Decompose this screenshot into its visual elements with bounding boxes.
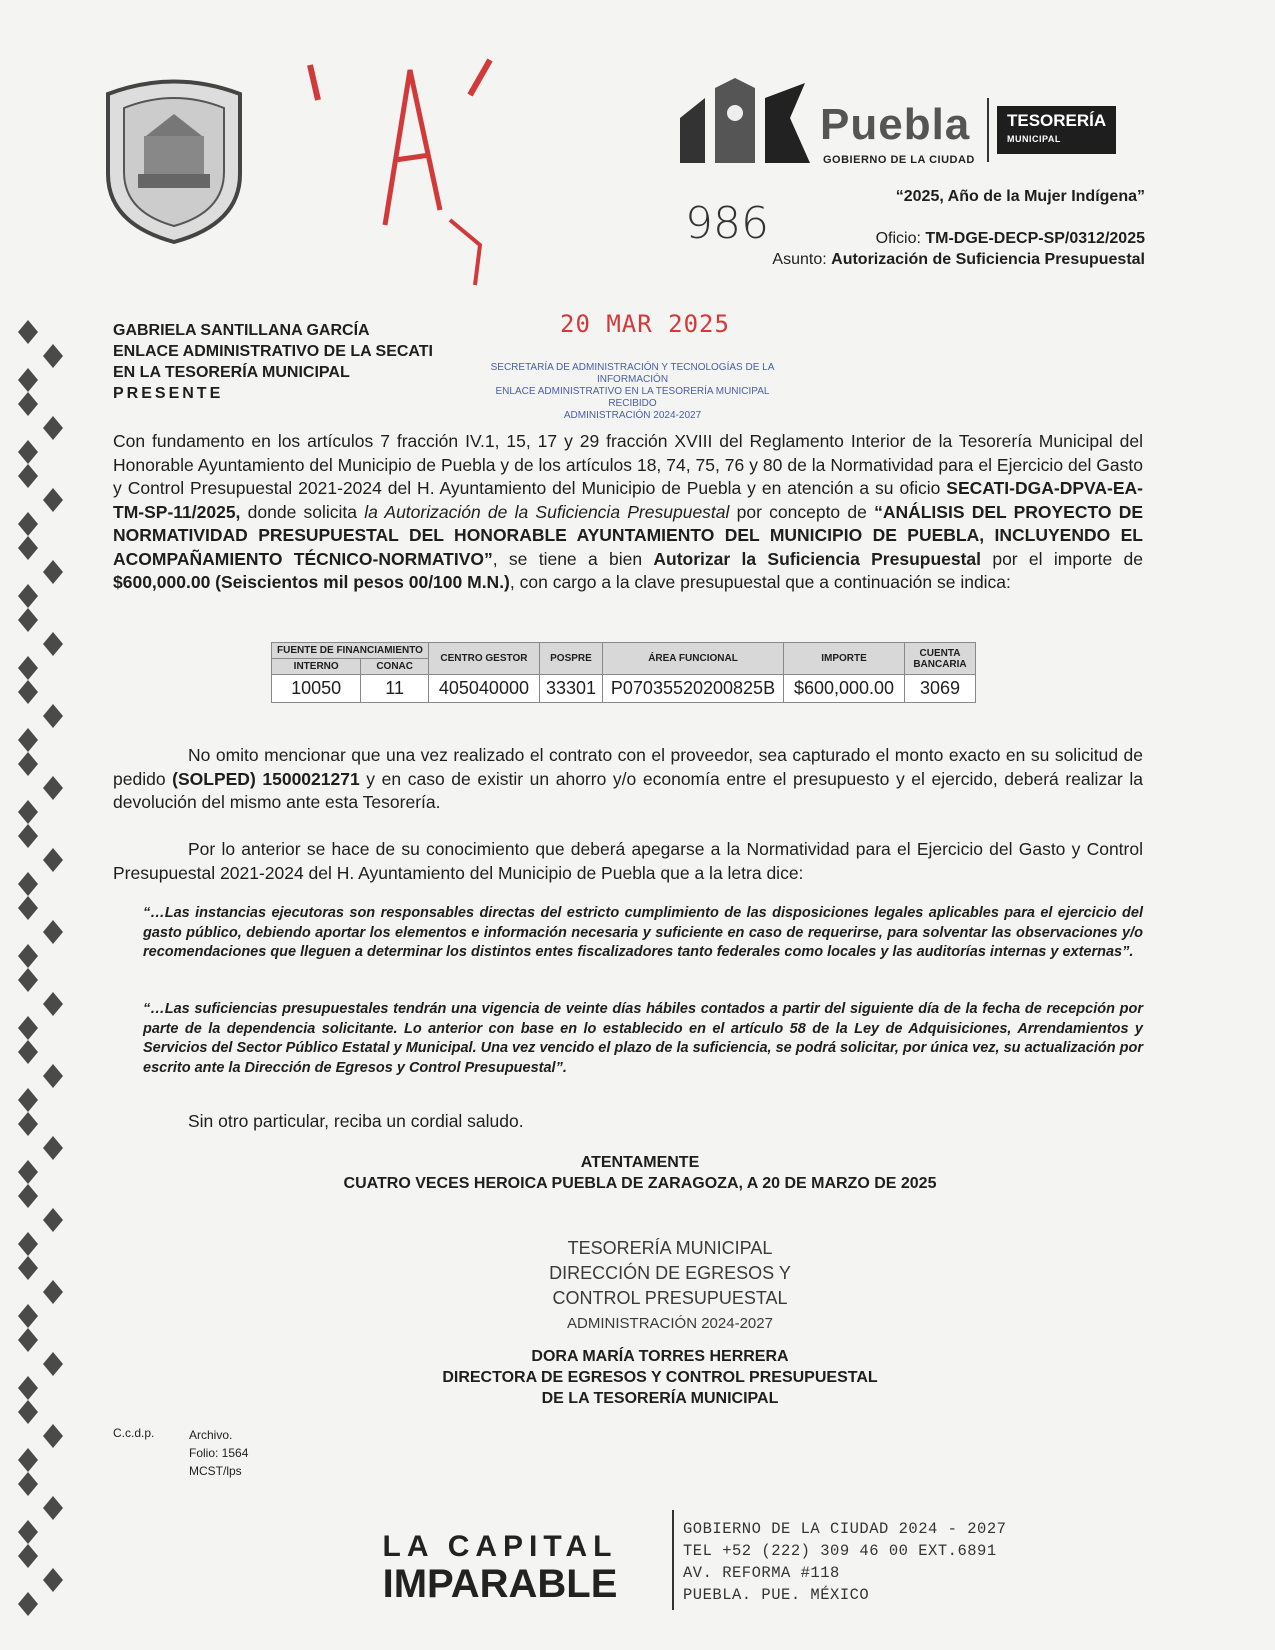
- header-fuente: FUENTE DE FINANCIAMIENTO: [272, 643, 429, 659]
- signer-dept: DE LA TESORERÍA MUNICIPAL: [541, 1390, 779, 1407]
- text-span: y en caso de existir un ahorro y/o economía entre el presupuesto y el ejercido, deberá realizar la devolución del mismo ante esta Tesorería.: [113, 768, 1143, 812]
- header-pospre: POSPRE: [539, 643, 602, 675]
- stamp-line: ADMINISTRACIÓN 2024-2027: [567, 1315, 773, 1332]
- cell-interno: 10050: [272, 675, 361, 703]
- received-line: ENLACE ADMINISTRATIVO EN LA TESORERÍA MUNICIPAL: [495, 386, 770, 397]
- received-line: RECIBIDO: [608, 398, 657, 409]
- capital-line1: LA CAPITAL: [382, 1530, 618, 1563]
- asunto-label: Asunto:: [772, 251, 827, 268]
- header-centro: CENTRO GESTOR: [428, 643, 539, 675]
- recipient-name: GABRIELA SANTILLANA GARCÍA: [113, 322, 370, 339]
- tesoreria-label: TESORERÍA: [1007, 111, 1107, 130]
- archivo-block: [189, 1426, 248, 1480]
- amount-text: $600,000.00 (Seiscientos mil pesos 00/100 M.N.): [113, 572, 510, 592]
- body-paragraph-3: Por lo anterior se hace de su conocimiento que deberá apegarse a la Normatividad para el Ejercicio del Gasto y Control Presupuestal 2021-2024 del H. Ayuntamiento del Municipio de Puebla que a la letra dice:: [113, 839, 1143, 883]
- header-cuenta: CUENTA BANCARIA: [905, 643, 976, 675]
- logo-divider: [987, 98, 989, 162]
- logo-subtitle: GOBIERNO DE LA CIUDAD: [823, 154, 975, 166]
- signature-stamp: [545, 1236, 795, 1336]
- text-span: , con cargo a la clave presupuestal que a continuación se indica:: [509, 572, 1011, 592]
- received-line: INFORMACIÓN: [596, 374, 669, 385]
- cell-area: P07035520200825B: [603, 675, 784, 703]
- footer-info: [683, 1518, 1006, 1606]
- signer-title: DIRECTORA DE EGRESOS Y CONTROL PRESUPUESTAL: [442, 1369, 878, 1386]
- budget-table: [271, 642, 976, 703]
- body-paragraph-1: [113, 430, 1143, 595]
- footer-line: PUEBLA. PUE. MÉXICO: [683, 1586, 870, 1604]
- footer-divider: [672, 1510, 674, 1610]
- footer-line: GOBIERNO DE LA CIUDAD 2024 - 2027: [683, 1520, 1007, 1538]
- body-paragraph-2: [113, 744, 1143, 815]
- folio-label: Folio: 1564: [189, 1446, 249, 1460]
- stamp-line: CONTROL PRESUPUESTAL: [552, 1288, 788, 1308]
- quote-1: “…Las instancias ejecutoras son responsables directas del estricto cumplimiento de las disposiciones legales aplicables para el ejercicio del gasto público, debiendo aportar los elementos e información necesaria y suficiente en caso de requerirse, para solventar las observaciones y/o recomendaciones que lleguen a determinar los distintos entes fiscalizadores tanto federales como locales y las auditorías internas y externas”.: [143, 905, 1143, 960]
- initials-label: MCST/lps: [189, 1464, 242, 1478]
- recipient-presente: PRESENTE: [113, 385, 224, 402]
- asunto-text: Autorización de Suficiencia Presupuestal: [831, 251, 1145, 268]
- received-stamp: [465, 362, 800, 422]
- text-span: Con fundamento en los artículos 7 fracción IV.1, 15, 17 y 29 fracción XVIII del Reglamento Interior de la Tesorería Municipal del Honorable Ayuntamiento del Municipio de Puebla y de los artículos 18, 74, 75, 76 y 80 de la Normatividad para el Ejercicio del Gasto y Control Presupuestal 2021-2024 del H. Ayuntamiento del Municipio de Puebla y en atención a su oficio: [113, 431, 1143, 498]
- text-span: por el importe de: [981, 548, 1143, 569]
- city-seal-icon: [98, 74, 250, 244]
- date-stamp: 20 MAR 2025: [560, 310, 730, 338]
- stamp-line: DIRECCIÓN DE EGRESOS Y: [549, 1263, 791, 1283]
- text-span: donde solicita: [240, 501, 365, 522]
- footer-line: TEL +52 (222) 309 46 00 EXT.6891: [683, 1542, 997, 1560]
- cell-cuenta: 3069: [905, 675, 976, 703]
- received-line: SECRETARÍA DE ADMINISTRACIÓN Y TECNOLOGÍAS DE LA: [490, 362, 775, 373]
- oficio-label: Oficio:: [875, 230, 921, 247]
- concept-text: “ANÁLISIS DEL PROYECTO DE NORMATIVIDAD PRESUPUESTAL DEL HONORABLE AYUNTAMIENTO DEL MUNICIPIO DE PUEBLA, INCLUYENDO EL ACOMPAÑAMIENTO TÉCNICO-NORMATIVO”: [113, 501, 1144, 569]
- authorization-text: Autorizar la Suficiencia Presupuestal: [653, 548, 982, 569]
- quote-2: “…Las suficiencias presupuestales tendrán una vigencia de veinte días hábiles contados a partir del siguiente día de la fecha de recepción por parte de la dependencia solicitante. Lo anterior con base en lo establecido en el artículo 58 de la Ley de Adquisiciones, Arrendamientos y Servicios del Sector Público Estatal y Municipal. Una vez vencido el plazo de la suficiencia, se podrá solicitar, por única vez, su actualización por escrito ante la Dirección de Egresos y Control Presupuestal”.: [143, 1001, 1144, 1076]
- place-date: CUATRO VECES HEROICA PUEBLA DE ZARAGOZA, A 20 DE MARZO DE 2025: [343, 1175, 937, 1192]
- tesoreria-badge: [997, 106, 1116, 154]
- table-row: [272, 675, 976, 703]
- solped-number: (SOLPED) 1500021271: [172, 768, 360, 789]
- header-importe: IMPORTE: [784, 643, 905, 675]
- closing-block: [300, 1152, 980, 1194]
- received-line: ADMINISTRACIÓN 2024-2027: [563, 410, 702, 421]
- stamp-line: TESORERÍA MUNICIPAL: [567, 1238, 773, 1258]
- text-italic: la Autorización de la Suficiencia Presupuestal: [364, 501, 730, 522]
- atentamente: ATENTAMENTE: [580, 1154, 700, 1171]
- puebla-logo: [675, 78, 1145, 178]
- capital-slogan: [350, 1530, 650, 1604]
- oficio-reference: SECATI-DGA-DPVA-EA-TM-SP-11/2025,: [113, 478, 1143, 522]
- oficio-block: [772, 228, 1145, 270]
- header-area: ÁREA FUNCIONAL: [603, 643, 784, 675]
- body-paragraph-4: Sin otro particular, reciba un cordial saludo.: [188, 1111, 524, 1131]
- oficio-number: TM-DGE-DECP-SP/0312/2025: [925, 230, 1145, 247]
- logo-wordmark: Puebla: [820, 100, 971, 149]
- text-span: por concepto de: [729, 501, 875, 522]
- footer-line: AV. REFORMA #118: [683, 1564, 840, 1582]
- cell-importe: $600,000.00: [784, 675, 905, 703]
- text-span: , se tiene a bien: [492, 548, 654, 569]
- cell-conac: 11: [361, 675, 429, 703]
- ccdp-label: C.c.d.p.: [113, 1426, 155, 1440]
- recipient-title: ENLACE ADMINISTRATIVO DE LA SECATI: [113, 343, 433, 360]
- header-conac: CONAC: [361, 659, 429, 675]
- text-span: No omito mencionar que una vez realizado el contrato con el proveedor, sea capturado el monto exacto en su solicitud de pedido: [113, 745, 1143, 789]
- header-interno: INTERNO: [272, 659, 361, 675]
- archivo-label: Archivo.: [189, 1428, 233, 1442]
- tesoreria-sublabel: MUNICIPAL: [1007, 134, 1061, 144]
- cell-centro: 405040000: [428, 675, 539, 703]
- cathedral-logo-icon: [675, 78, 815, 168]
- signer-name: DORA MARÍA TORRES HERRERA: [531, 1348, 789, 1365]
- red-handwritten-mark: [290, 50, 510, 290]
- cell-pospre: 33301: [539, 675, 602, 703]
- year-motto: “2025, Año de la Mujer Indígena”: [895, 188, 1145, 205]
- recipient-dept: EN LA TESORERÍA MUNICIPAL: [113, 364, 350, 381]
- handwritten-number: 986: [685, 198, 769, 249]
- decorative-border: [8, 320, 78, 1640]
- capital-line2: IMPARABLE: [382, 1562, 618, 1606]
- recipient-block: [113, 320, 433, 404]
- signer-block: [400, 1346, 920, 1409]
